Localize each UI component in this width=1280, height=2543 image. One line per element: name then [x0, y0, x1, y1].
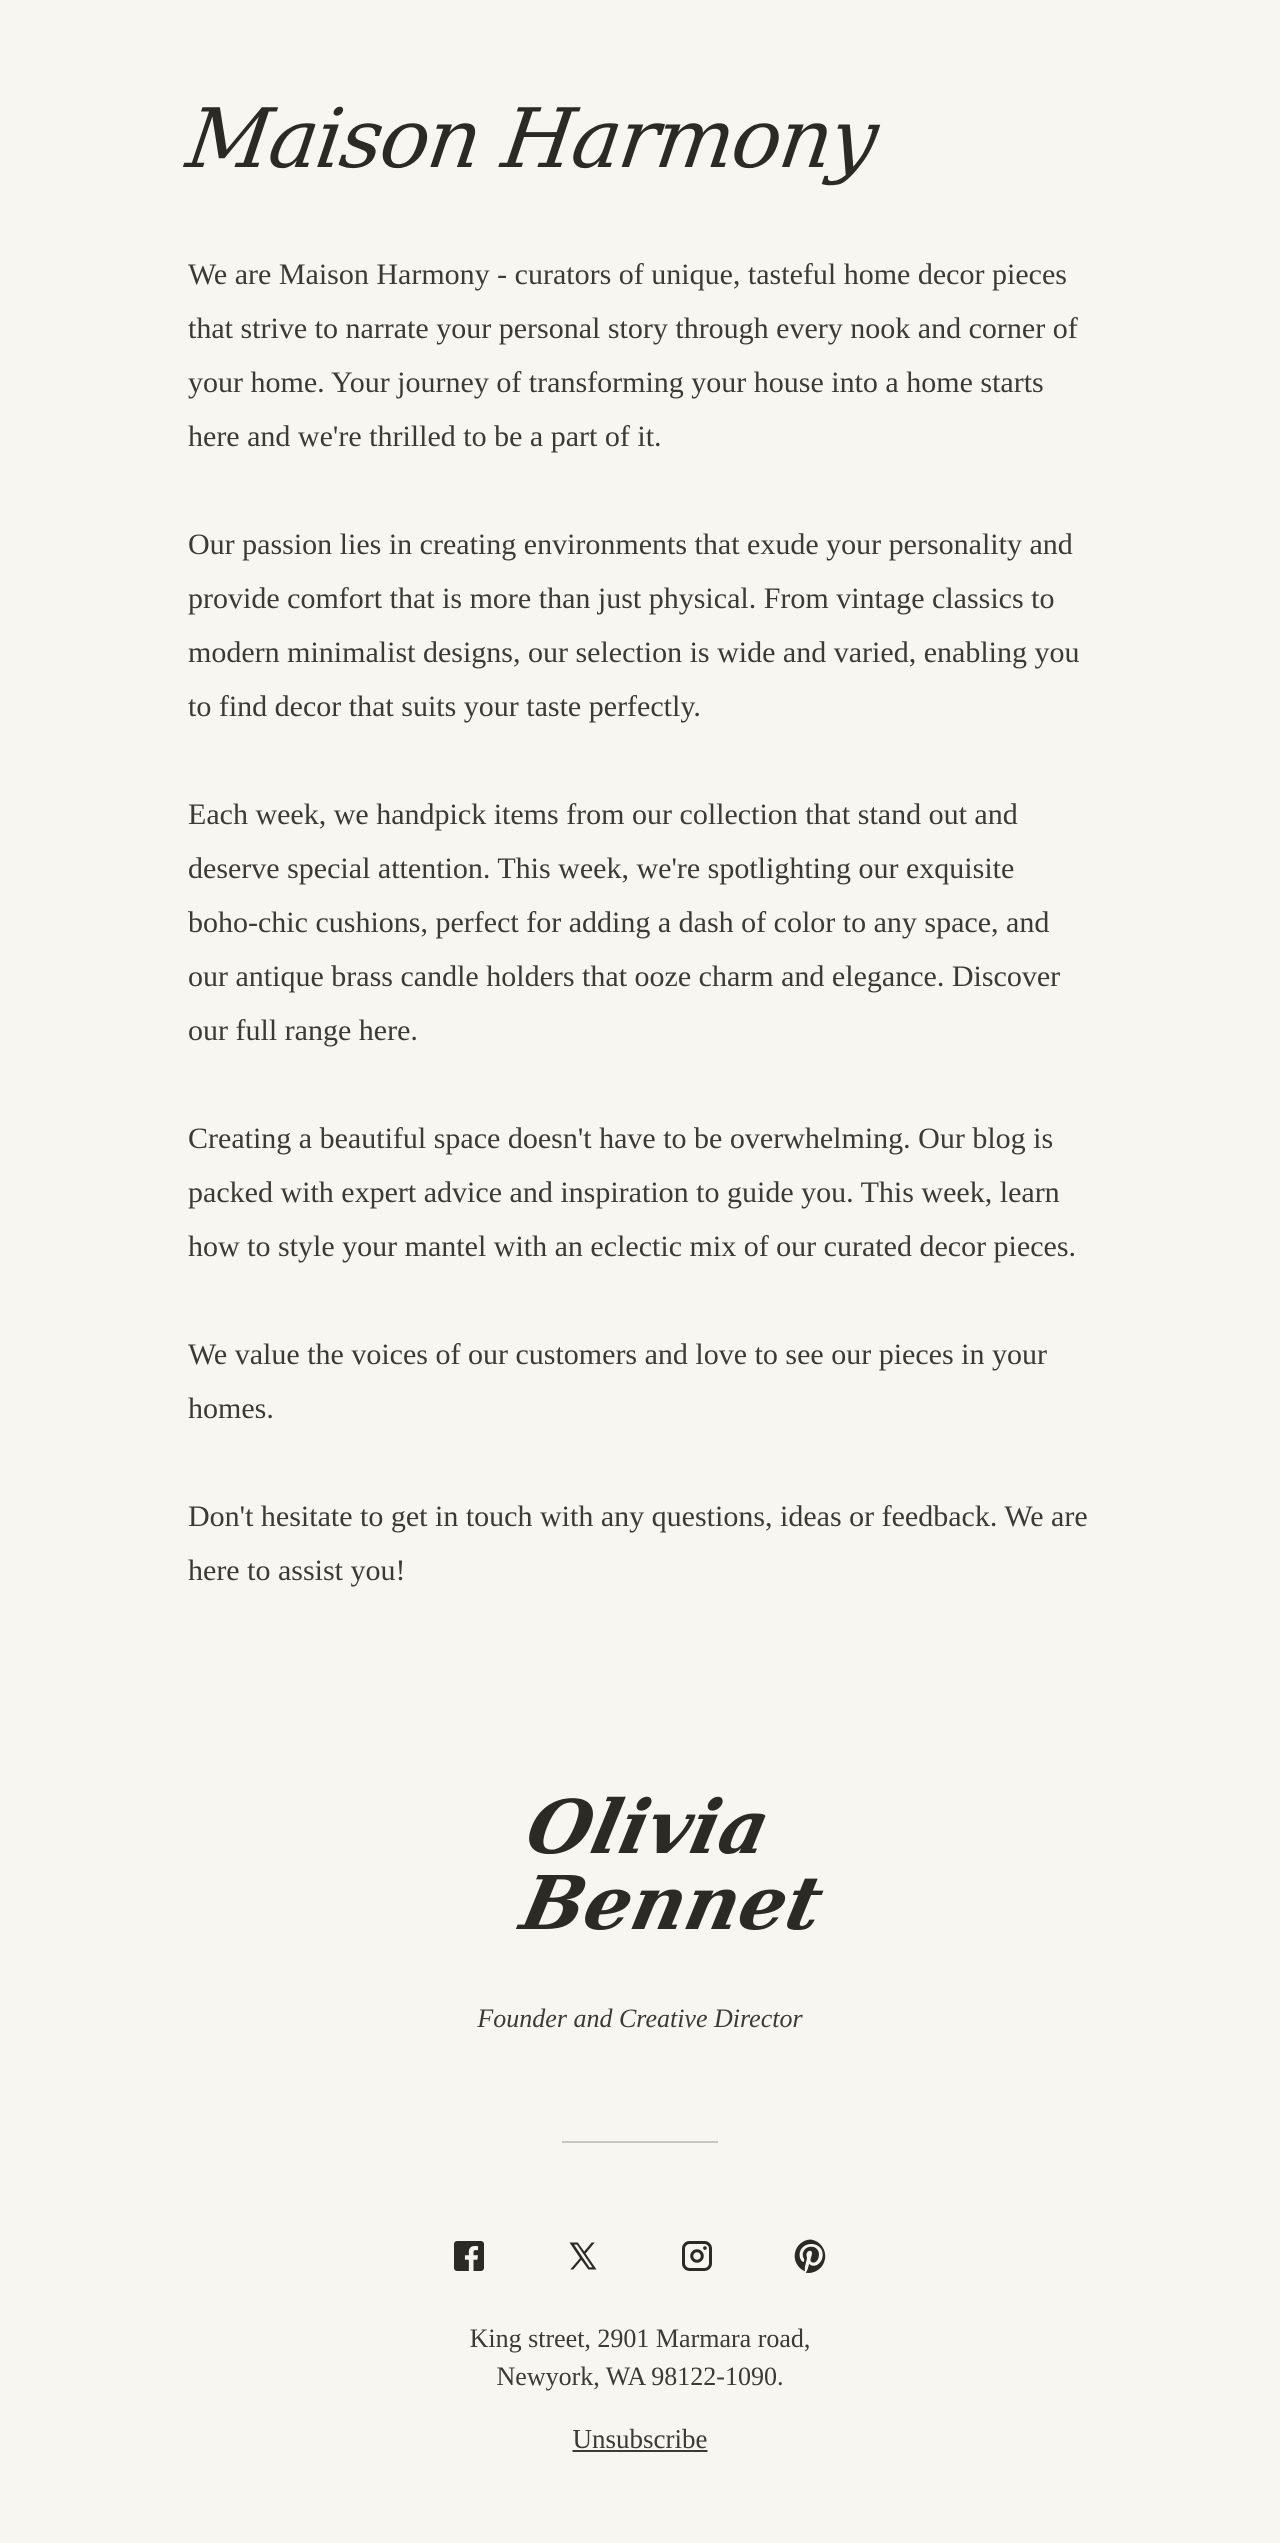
- unsubscribe-section: [0, 2424, 1280, 2455]
- paragraph: Don't hesitate to get in touch with any questions, ideas or feedback. We are here to assist you!: [188, 1500, 1088, 1587]
- unsubscribe-link[interactable]: Unsubscribe: [572, 2424, 708, 2454]
- facebook-link[interactable]: [451, 2238, 487, 2274]
- instagram-icon: [679, 2238, 715, 2274]
- instagram-link[interactable]: [679, 2238, 715, 2274]
- paragraph: Creating a beautiful space doesn't have to be overwhelming. Our blog is packed with expert advice and inspiration to guide you. This week, learn how to style your mantel with an eclectic mix of our curated decor pieces.: [188, 1122, 1077, 1263]
- facebook-icon: [451, 2238, 487, 2274]
- paragraph: Each week, we handpick items from our collection that stand out and deserve special attention. This week, we're spotlighting our exquisite boho-chic cushions, perfect for adding a dash of color to any space, and our antique brass candle holders that ooze charm and elegance. Discover our full range here.: [188, 798, 1061, 1047]
- signature-first-name: Olivia: [519, 1785, 778, 1871]
- email-body: [188, 248, 1088, 1652]
- paragraph: We are Maison Harmony - curators of unique, tasteful home decor pieces that strive to narrate your personal story through every nook and corner of your home. Your journey of transforming your house into a home starts here and we're thrilled to be a part of it.: [188, 258, 1078, 453]
- address-line: Newyork, WA 98122-1090.: [496, 2362, 784, 2391]
- divider: [562, 2141, 718, 2143]
- signature-role: Founder and Creative Director: [477, 2004, 803, 2033]
- signature-last-name: Bennet: [513, 1861, 831, 1947]
- paragraph: We value the voices of our customers and love to see our pieces in your homes.: [188, 1338, 1047, 1425]
- brand-logo: Maison Harmony: [181, 92, 882, 187]
- x-icon: [565, 2238, 601, 2274]
- company-address: [0, 2320, 1280, 2396]
- address-line: King street, 2901 Marmara road,: [469, 2324, 811, 2353]
- x-link[interactable]: [565, 2238, 601, 2274]
- paragraph: Our passion lies in creating environments that exude your personality and provide comfort that is more than just physical. From vintage classics to modern minimalist designs, our selection is wide and varied, enabling you to find decor that suits your taste perfectly.: [188, 528, 1080, 723]
- pinterest-link[interactable]: [793, 2238, 829, 2274]
- social-links: [0, 2238, 1280, 2274]
- signature-image: [435, 1785, 846, 1947]
- pinterest-icon: [793, 2238, 829, 2274]
- signature: [0, 1785, 1280, 1947]
